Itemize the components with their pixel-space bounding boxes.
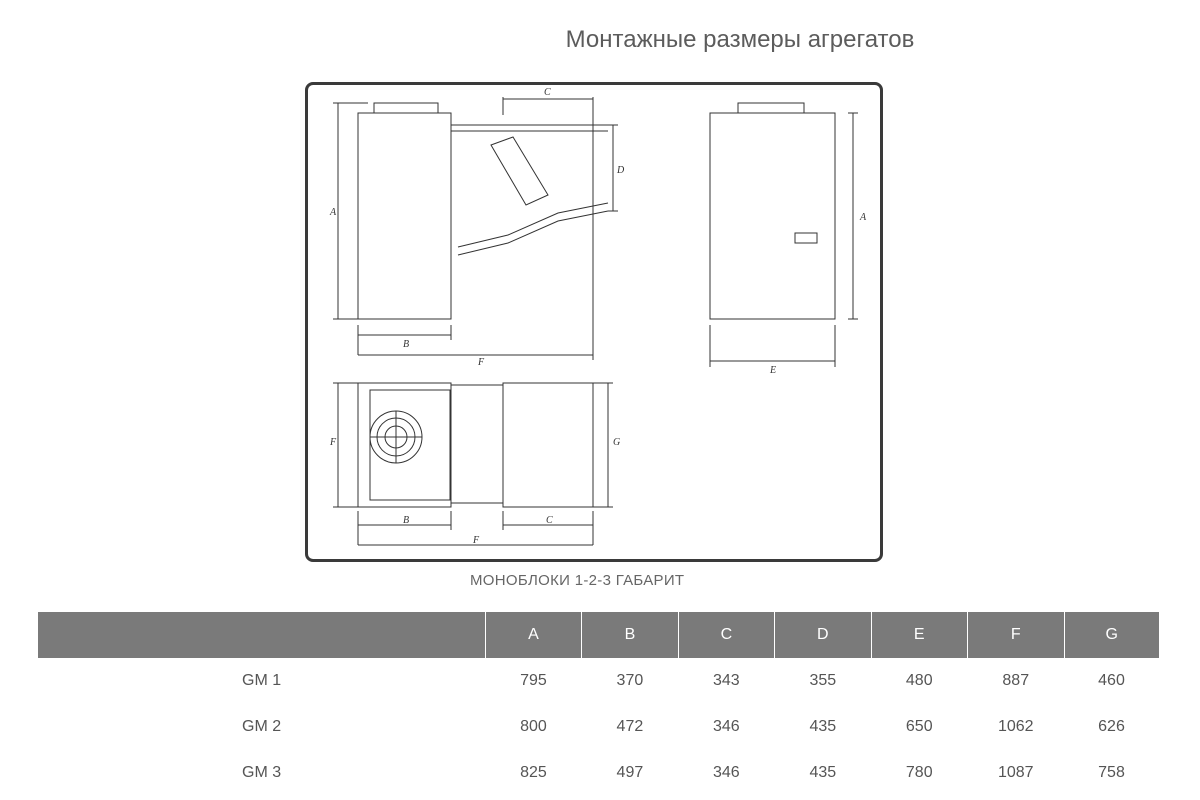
value-cell: 825: [520, 764, 547, 781]
dim-label-b: B: [403, 339, 410, 350]
header-f: F: [967, 612, 1064, 658]
header-b: B: [582, 612, 678, 658]
value-cell: 435: [809, 718, 837, 735]
dim-label-f-side: F: [330, 437, 337, 448]
model-cell: GM 2: [242, 718, 282, 735]
dim-label-c: C: [544, 87, 551, 98]
value-cell: 497: [616, 764, 644, 781]
table-row: [38, 658, 1159, 704]
header-c: C: [678, 612, 774, 658]
value-cell: 800: [520, 718, 547, 735]
value-cell: 346: [713, 764, 740, 781]
table-header-row: [38, 612, 1159, 658]
value-cell: 626: [1098, 718, 1125, 735]
value-cell: 343: [713, 672, 740, 689]
mounting-drawing: [305, 82, 883, 562]
dim-label-g: G: [613, 437, 621, 448]
page-title: Монтажные размеры агрегатов: [565, 26, 915, 53]
dim-label-f-top: F: [473, 535, 480, 546]
value-cell: 472: [616, 718, 644, 735]
value-cell: 758: [1098, 764, 1125, 781]
dim-label-d: D: [617, 165, 625, 176]
value-cell: 480: [905, 672, 933, 689]
dim-label-b-top: B: [403, 515, 410, 526]
header-model: [38, 612, 485, 658]
table-row: [38, 750, 1159, 796]
side-view-unit: [358, 113, 451, 319]
front-view-top-fittings: [738, 103, 804, 113]
header-g: G: [1064, 612, 1159, 658]
drawing-caption: МОНОБЛОКИ 1-2-3 ГАБАРИТ: [470, 572, 685, 589]
front-view-controller: [795, 233, 817, 243]
top-view-evaporator: [503, 383, 593, 507]
top-view-condenser: [358, 383, 451, 507]
value-cell: 1087: [997, 764, 1034, 781]
header-d: D: [775, 612, 871, 658]
value-cell: 780: [905, 764, 933, 781]
value-cell: 795: [520, 672, 547, 689]
dim-label-c-top: C: [546, 515, 553, 526]
front-view-unit: [710, 113, 835, 319]
header-a: A: [485, 612, 581, 658]
side-view-top-fittings: [374, 103, 438, 113]
value-cell: 650: [905, 718, 933, 735]
header-e: E: [871, 612, 967, 658]
value-cell: 370: [616, 672, 644, 689]
dim-label-a: A: [330, 207, 337, 218]
dim-label-f: F: [478, 357, 485, 368]
value-cell: 887: [1002, 672, 1030, 689]
value-cell: 435: [809, 764, 837, 781]
value-cell: 1062: [997, 718, 1034, 735]
model-cell: GM 3: [242, 764, 282, 781]
value-cell: 355: [809, 672, 837, 689]
value-cell: 460: [1098, 672, 1125, 689]
dim-label-e: E: [770, 365, 777, 376]
value-cell: 346: [713, 718, 740, 735]
side-view-evaporator: [491, 137, 548, 205]
table-row: [38, 704, 1159, 750]
dim-label-a-front: A: [860, 212, 867, 223]
dimensions-table: [38, 612, 1159, 796]
model-cell: GM 1: [242, 672, 282, 689]
drawing-svg: [308, 85, 880, 559]
